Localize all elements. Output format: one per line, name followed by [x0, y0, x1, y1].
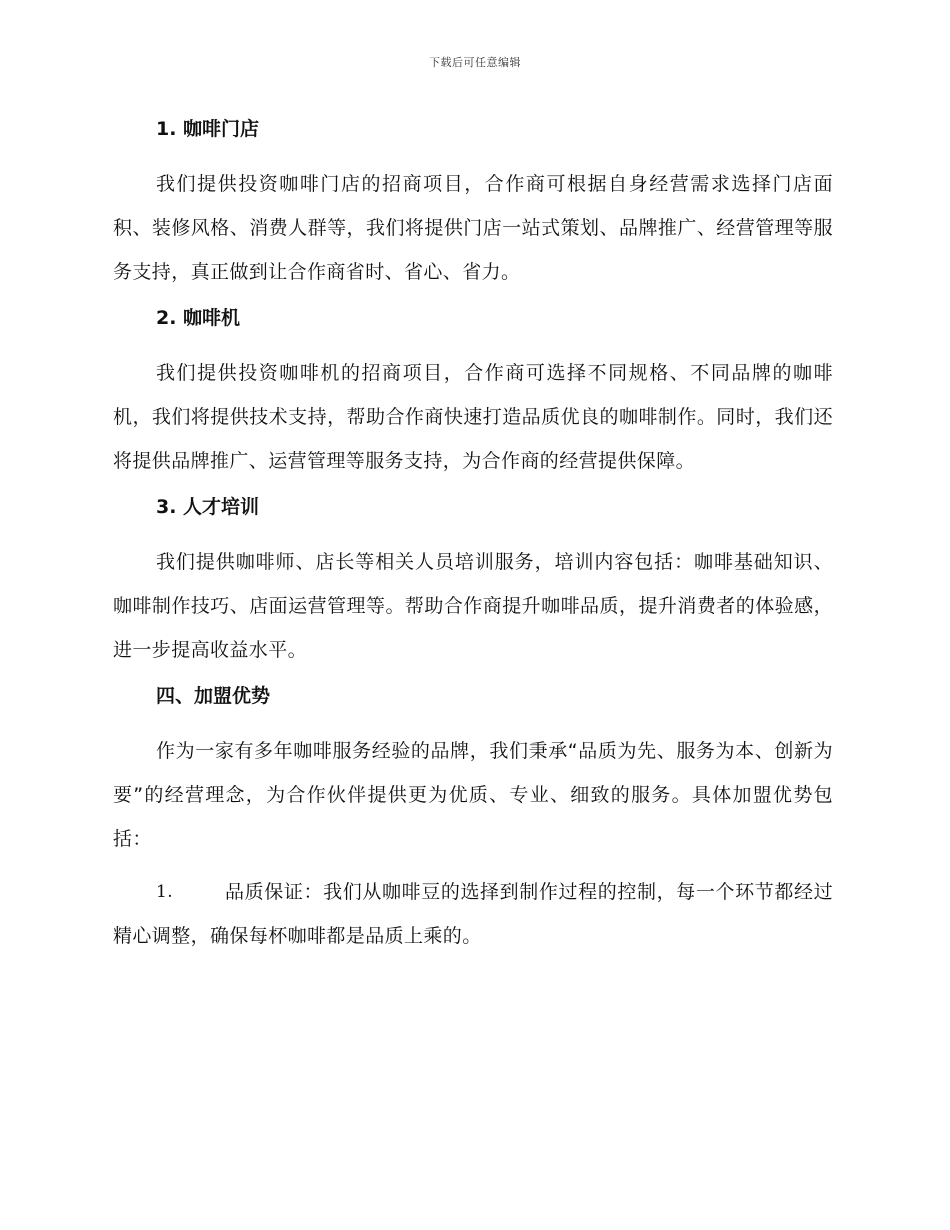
page-header-note: 下载后可任意编辑 [429, 56, 521, 69]
section-heading-coffee-machine: 2. 咖啡机 [156, 307, 241, 329]
section-paragraph-training: 我们提供咖啡师、店长等相关人员培训服务，培训内容包括：咖啡基础知识、咖啡制作技巧、店面运营管理等。帮助合作商提升咖啡品质，提升消费者的体验感，进一步提高收益水平。 [113, 551, 833, 661]
document-body [113, 114, 833, 958]
list-item-text: 品质保证：我们从咖啡豆的选择到制作过程的控制，每一个环节都经过精心调整，确保每杯咖啡都是品质上乘的。 [113, 881, 833, 947]
list-item-number: 1. [156, 882, 174, 902]
section-heading-advantages: 四、加盟优势 [156, 685, 271, 707]
section-paragraph-coffee-machine: 我们提供投资咖啡机的招商项目，合作商可选择不同规格、不同品牌的咖啡机，我们将提供技术支持，帮助合作商快速打造品质优良的咖啡制作。同时，我们还将提供品牌推广、运营管理等服务支持，为合作商的经营提供保障。 [113, 362, 833, 472]
section-heading-coffee-shop: 1. 咖啡门店 [156, 118, 260, 140]
list-item [113, 870, 833, 958]
section-paragraph-advantages: 作为一家有多年咖啡服务经验的品牌，我们秉承“品质为先、服务为本、创新为要”的经营理念，为合作伙伴提供更为优质、专业、细致的服务。具体加盟优势包括： [113, 740, 833, 850]
section-paragraph-coffee-shop: 我们提供投资咖啡门店的招商项目，合作商可根据自身经营需求选择门店面积、装修风格、消费人群等，我们将提供门店一站式策划、品牌推广、经营管理等服务支持，真正做到让合作商省时、省心、省力。 [113, 173, 833, 283]
section-heading-training: 3. 人才培训 [156, 496, 260, 518]
